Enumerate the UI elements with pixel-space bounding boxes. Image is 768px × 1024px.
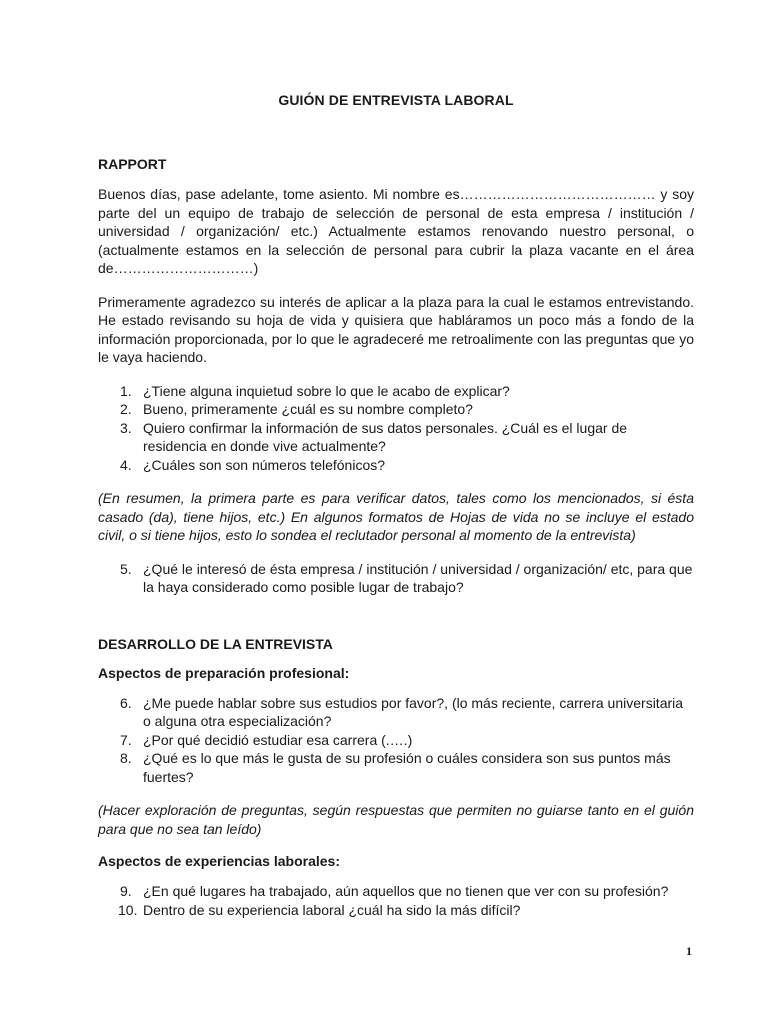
question-number: 3.	[120, 419, 132, 436]
question-text: ¿Qué le interesó de ésta empresa / institución / universidad / organización/ etc, para que la haya considerado como posible lugar de trabajo?	[143, 560, 693, 595]
question-number: 7.	[120, 731, 132, 748]
rapport-note: (En resumen, la primera parte es para verificar datos, tales como los mencionados, si ésta casado (da), tiene hijos, etc.) En algunos formatos de Hojas de vida no se incluye el estado civil, o si tiene hijos, esto lo sondea el reclutador personal al momento de la entrevista)	[98, 490, 694, 543]
question-number: 2.	[120, 401, 132, 417]
question-text: Quiero confirmar la información de sus datos personales. ¿Cuál es el lugar de residencia en donde vive actualmente?	[143, 419, 628, 454]
question-item	[98, 901, 694, 920]
page-number: 1	[686, 944, 692, 958]
question-item	[98, 882, 694, 901]
question-text: ¿En qué lugares ha trabajado, aún aquellos que no tienen que ver con su profesión?	[143, 883, 669, 899]
question-text: Dentro de su experiencia laboral ¿cuál ha sido la más difícil?	[143, 901, 521, 918]
question-number: 6.	[120, 694, 132, 711]
rapport-heading: RAPPORT	[98, 156, 167, 172]
rapport-paragraph-2: Primeramente agradezco su interés de aplicar a la plaza para la cual le estamos entrevistando. He estado revisando su hoja de vida y quisiera que habláramos un poco más a fondo de la información proporcionada, por lo que le agradeceré me retroalimente con las preguntas que yo le vaya haciendo.	[98, 293, 694, 365]
question-item	[98, 400, 694, 419]
question-text: Bueno, primeramente ¿cuál es su nombre completo?	[143, 401, 473, 417]
question-text: ¿Por qué decidió estudiar esa carrera (.….)	[143, 731, 413, 748]
desarrollo-note: (Hacer exploración de preguntas, según respuestas que permiten no guiarse tanto en el guión para que no sea tan leído)	[98, 802, 694, 837]
experience-subheading: Aspectos de experiencias laborales:	[98, 853, 340, 869]
question-item	[98, 456, 694, 475]
question-number: 8.	[120, 750, 132, 766]
question-number: 4.	[120, 456, 132, 473]
question-number: 10.	[118, 901, 138, 918]
question-number: 5.	[120, 560, 132, 577]
question-item	[98, 382, 694, 401]
desarrollo-heading: DESARROLLO DE LA ENTREVISTA	[98, 635, 333, 652]
rapport-paragraph-1: Buenos días, pase adelante, tome asiento. Mi nombre es…………………………………… y soy parte del un equipo de trabajo de selección de personal de esta empresa / institución / universidad / organización/ etc.) Actualmente estamos renovando nuestro personal, o (actualmente estamos en la selección de personal para cubrir la plaza vacante en el área de…………………………)	[98, 186, 694, 276]
rapport-question-list-2	[98, 560, 694, 597]
question-item	[98, 731, 694, 750]
question-item	[98, 419, 694, 456]
question-text: ¿Me puede hablar sobre sus estudios por favor?, (lo más reciente, carrera universitaria o alguna otra especialización?	[143, 694, 684, 729]
preparation-question-list	[98, 694, 694, 787]
question-item	[98, 560, 694, 597]
document-page	[98, 92, 694, 934]
question-number: 9.	[120, 883, 132, 899]
question-item	[98, 694, 694, 731]
question-text: ¿Qué es lo que más le gusta de su profesión o cuáles considera son sus puntos más fuertes?	[143, 750, 671, 785]
experience-question-list	[98, 882, 694, 919]
question-number: 1.	[120, 382, 132, 399]
question-item	[98, 749, 694, 786]
rapport-question-list	[98, 382, 694, 475]
preparation-subheading: Aspectos de preparación profesional:	[98, 664, 350, 681]
question-text: ¿Tiene alguna inquietud sobre lo que le acabo de explicar?	[143, 382, 510, 399]
document-title: GUIÓN DE ENTREVISTA LABORAL	[278, 92, 514, 108]
question-text: ¿Cuáles son son números telefónicos?	[143, 456, 386, 473]
